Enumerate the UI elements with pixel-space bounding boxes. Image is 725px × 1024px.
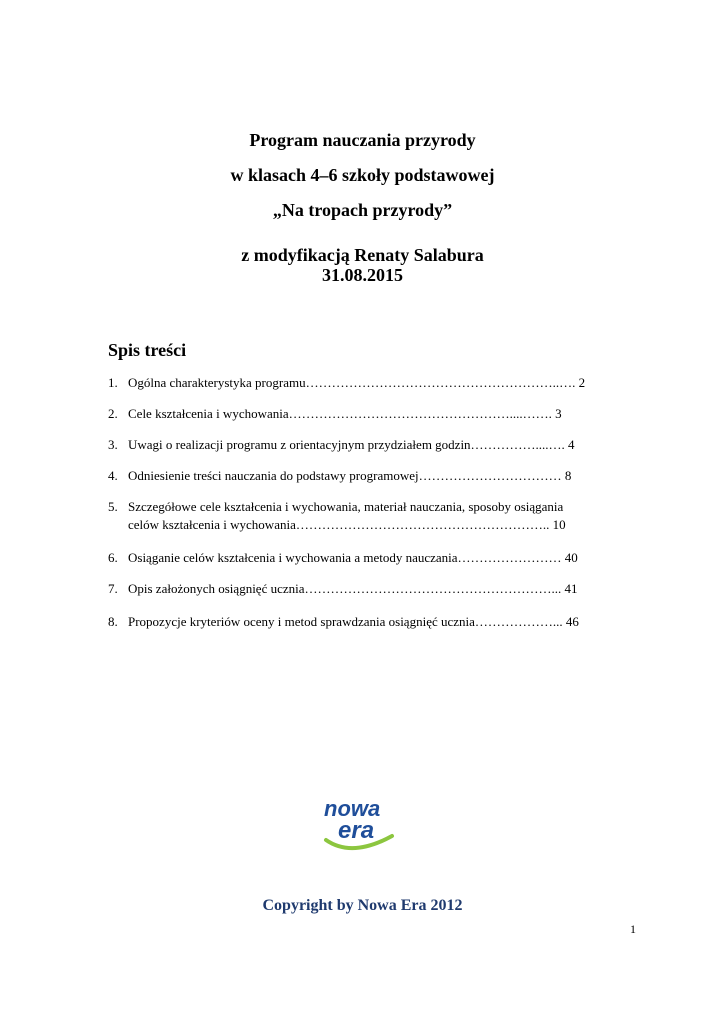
toc-heading: Spis treści [108, 340, 187, 360]
toc-item-text-continued: celów kształcenia i wychowania………………………………………………….. 10 [128, 517, 566, 532]
toc-item-text: Szczegółowe cele kształcenia i wychowania, materiał nauczania, sposoby osiągania [128, 499, 564, 514]
toc-item-text: Propozycje kryteriów oceny i metod sprawdzania osiągnięć ucznia………………... 46 [128, 614, 579, 629]
toc-item-text: Cele kształcenia i wychowania……………………………………………....……. 3 [128, 406, 562, 421]
page-number: 1 [630, 922, 636, 936]
logo-text-nowa: nowa [324, 796, 381, 821]
modification-line: z modyfikacją Renaty Salabura [241, 245, 484, 265]
toc-item-text: Odniesienie treści nauczania do podstawy programowej…………………………… 8 [128, 468, 572, 483]
logo-text-era: era [338, 817, 375, 844]
logo-graphic [318, 796, 408, 856]
toc-item-text: Osiąganie celów kształcenia i wychowania a metody nauczania…………………… 40 [128, 550, 578, 565]
toc-item-number: 3. [108, 437, 118, 452]
toc-item-number: 1. [108, 375, 118, 390]
toc-item-number: 7. [108, 581, 118, 596]
title-line-1: Program nauczania przyrody [249, 130, 476, 150]
toc-item-number: 6. [108, 550, 118, 565]
title-line-3: „Na tropach przyrody” [272, 200, 453, 220]
nowa-era-logo [318, 796, 408, 856]
toc-item-text: Opis założonych osiągnięć ucznia…………………………………………………... 41 [128, 581, 578, 596]
toc-item-number: 5. [108, 499, 118, 514]
date-line: 31.08.2015 [322, 265, 403, 285]
toc-item-text: Ogólna charakterystyka programu…………………………………………………..…. 2 [128, 375, 586, 390]
title-line-2: w klasach 4–6 szkoły podstawowej [230, 165, 495, 185]
toc-item-number: 4. [108, 468, 118, 483]
copyright-text: Copyright by Nowa Era 2012 [262, 897, 463, 914]
toc-item-text: Uwagi o realizacji programu z orientacyjnym przydziałem godzin……………....…. 4 [128, 437, 575, 452]
toc-item-number: 2. [108, 406, 118, 421]
toc-item-number: 8. [108, 614, 118, 629]
